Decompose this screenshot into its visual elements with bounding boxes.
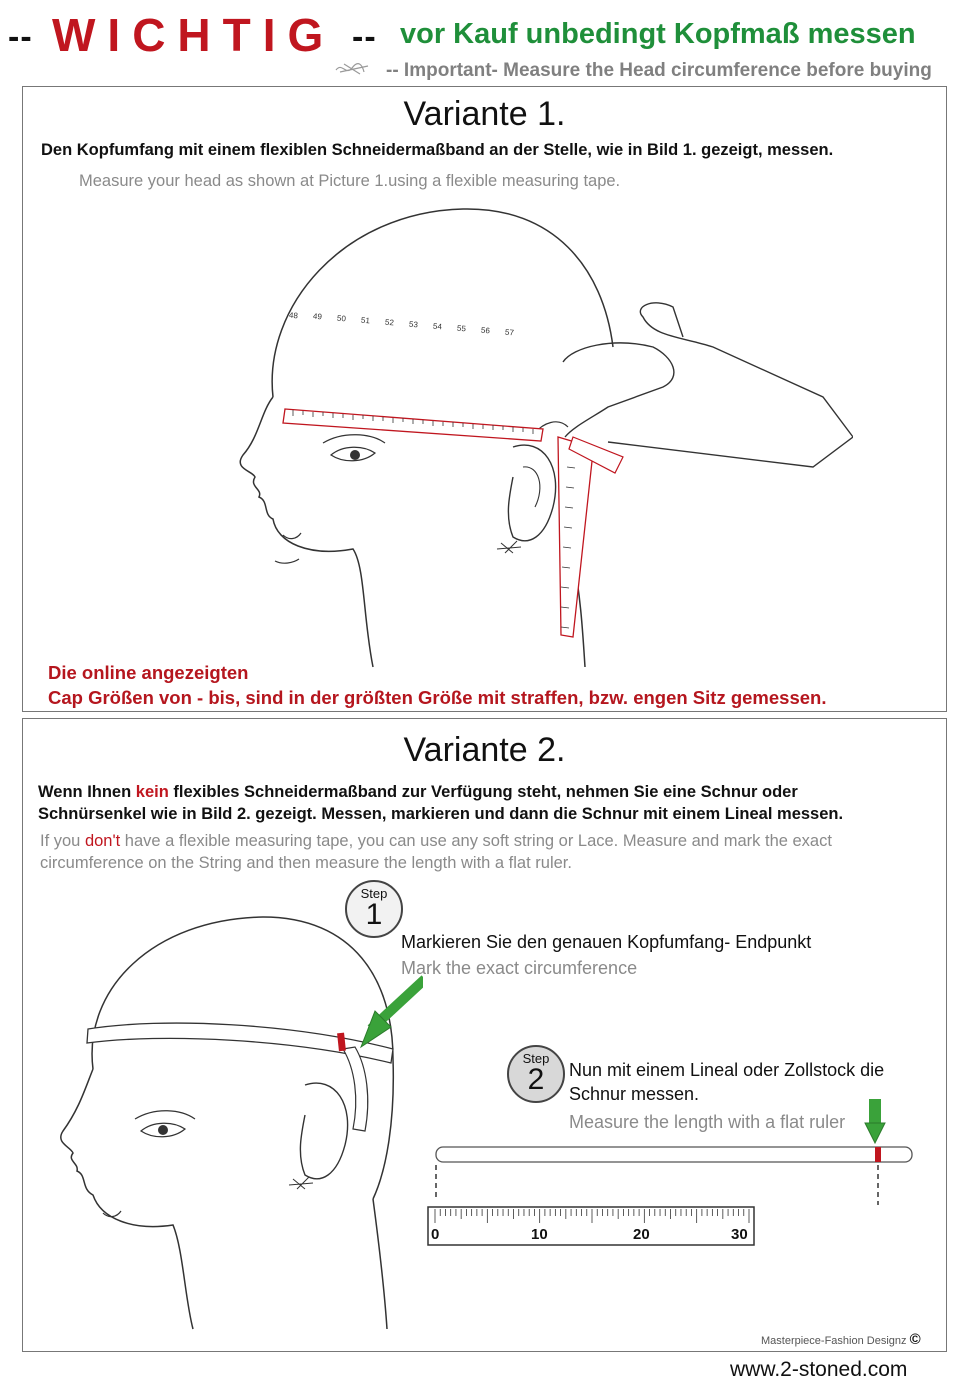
ruler-label-10: 10 bbox=[531, 1226, 548, 1243]
step1-text-en: Mark the exact circumference bbox=[401, 958, 638, 978]
variant1-instruction-en: Measure your head as shown at Picture 1.using a flexible measuring tape. bbox=[79, 172, 621, 190]
step1-label: Step bbox=[360, 886, 388, 901]
step2-text-en: Measure the length with a flat ruler bbox=[569, 1112, 846, 1132]
tape-mark: 55 bbox=[456, 323, 467, 334]
variant2-panel bbox=[22, 718, 947, 1352]
variant2-instruction-de-line2: Schnürsenkel wie in Bild 2. gezeigt. Messen, markieren und dann die Schnur mit einem Lineal messen. bbox=[38, 805, 844, 823]
tape-mark: 57 bbox=[504, 327, 515, 338]
step1-text-de: Markieren Sie den genauen Kopfumfang- Endpunkt bbox=[401, 932, 812, 952]
step2-number: 2 bbox=[527, 1063, 545, 1096]
step2-badge bbox=[507, 1045, 565, 1103]
header-wichtig: WICHTIG bbox=[52, 9, 336, 61]
signature-icon bbox=[334, 60, 374, 78]
tape-mark: 50 bbox=[336, 313, 347, 324]
variant1-panel bbox=[22, 86, 947, 712]
copyright-text bbox=[761, 1331, 921, 1348]
tape-mark: 53 bbox=[408, 319, 419, 330]
website-link[interactable]: www.2-stoned.com bbox=[730, 1358, 908, 1381]
step2-text-de-line2: Schnur messen. bbox=[569, 1084, 700, 1104]
ruler-label-30: 30 bbox=[731, 1226, 748, 1243]
copyright-symbol: © bbox=[909, 1331, 921, 1348]
variant2-instruction-de-post: flexibles Schneidermaßband zur Verfügung steht, nehmen Sie eine Schnur oder bbox=[168, 783, 798, 801]
tape-mark: 54 bbox=[432, 321, 443, 332]
tape-mark: 52 bbox=[384, 317, 395, 328]
tape-mark: 49 bbox=[312, 311, 323, 322]
variant2-title: Variante 2. bbox=[403, 731, 566, 769]
head-string-illustration bbox=[43, 899, 423, 1339]
ruler-label-20: 20 bbox=[633, 1226, 650, 1243]
copyright-name: Masterpiece-Fashion Designz bbox=[761, 1335, 907, 1347]
tape-marks bbox=[285, 309, 525, 338]
variant1-note-line2: Cap Größen von - bis, sind in der größten Größe mit straffen, bzw. engen Sitz gemessen. bbox=[48, 687, 827, 708]
header-title-de: vor Kauf unbedingt Kopfmaß messen bbox=[400, 18, 916, 50]
step2-label: Step bbox=[522, 1051, 550, 1066]
variant2-instruction-de-line1 bbox=[38, 782, 798, 803]
variant2-instruction-en-post: have a flexible measuring tape, you can use any soft string or Lace. Measure and mark the exact bbox=[120, 832, 832, 850]
variant2-instruction-en-line1 bbox=[40, 831, 832, 852]
tape-mark: 51 bbox=[360, 315, 371, 326]
header-dash-right: -- bbox=[352, 18, 377, 56]
variant2-instruction-en-red: don't bbox=[84, 832, 121, 850]
ruler-illustration bbox=[423, 1099, 943, 1299]
variant2-instruction-en-line2: circumference on the String and then measure the length with a flat ruler. bbox=[40, 854, 572, 872]
variant1-note-line1: Die online angezeigten bbox=[48, 662, 249, 683]
tape-mark: 56 bbox=[480, 325, 491, 336]
variant2-instruction-de-red: kein bbox=[135, 783, 169, 801]
variant2-instruction-de-pre: Wenn Ihnen bbox=[38, 783, 136, 801]
step2-text-de-line1: Nun mit einem Lineal oder Zollstock die bbox=[569, 1060, 885, 1080]
step1-number: 1 bbox=[365, 898, 383, 931]
header-dash-left: -- bbox=[8, 18, 33, 56]
variant2-instruction-en-pre: If you bbox=[40, 832, 85, 850]
header-title-en: -- Important- Measure the Head circumference before buying bbox=[386, 60, 932, 81]
tape-mark: 48 bbox=[288, 310, 299, 321]
head-measure-illustration bbox=[213, 197, 853, 677]
variant1-instruction-de: Den Kopfumfang mit einem flexiblen Schneidermaßband an der Stelle, wie in Bild 1. gezeigt, messen. bbox=[41, 141, 834, 159]
variant1-title: Variante 1. bbox=[403, 95, 566, 133]
ruler-label-0: 0 bbox=[431, 1226, 440, 1243]
